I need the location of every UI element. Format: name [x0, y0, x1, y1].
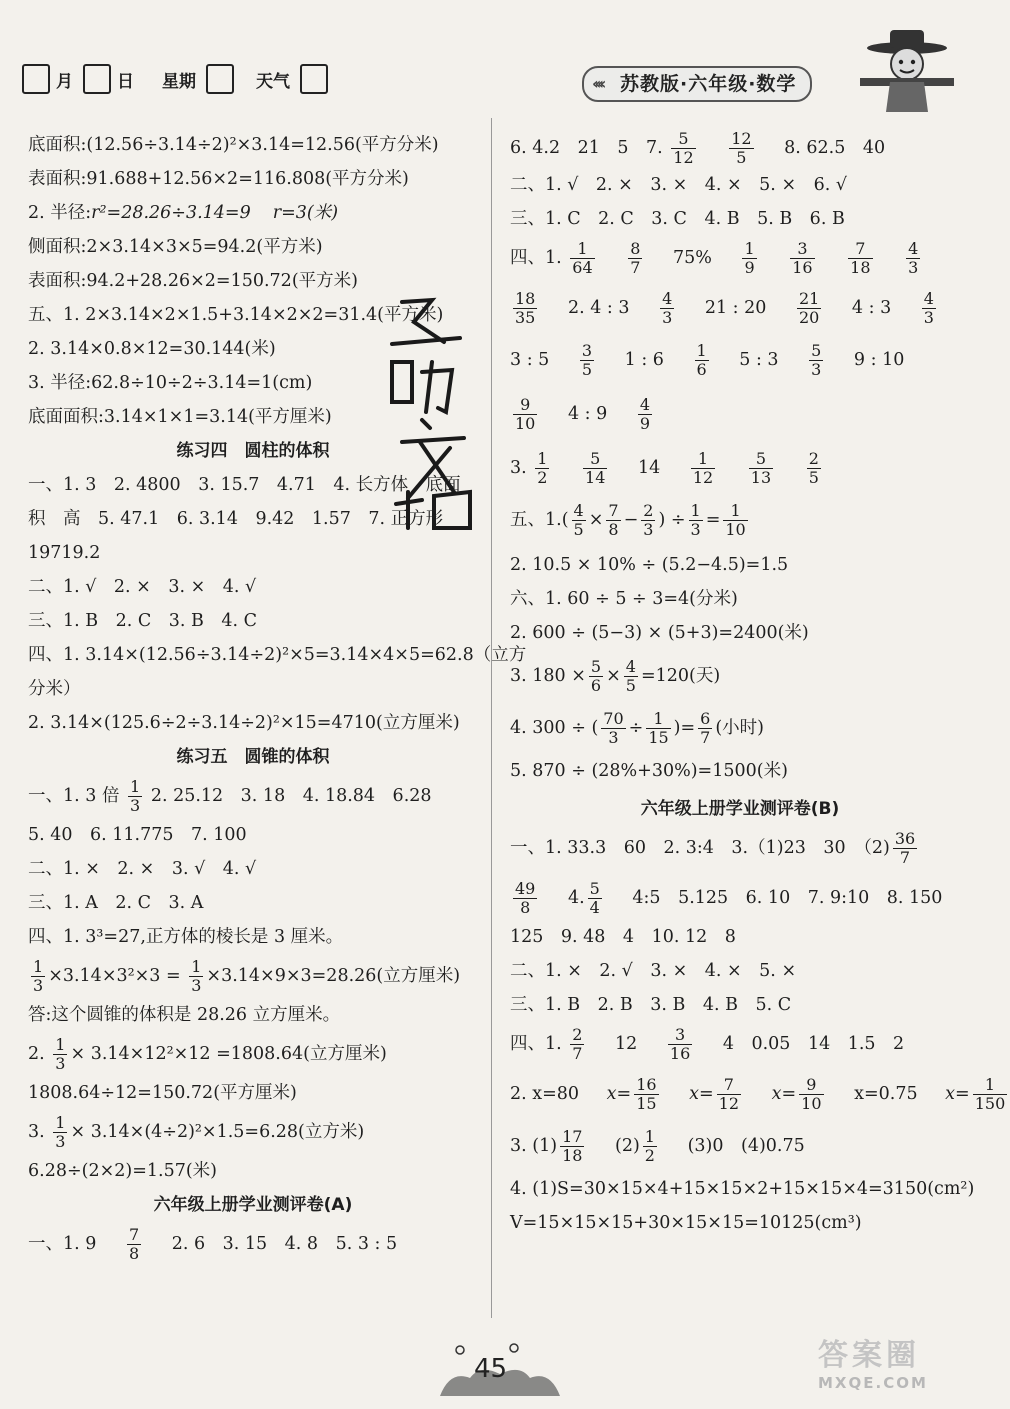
month-label: 月: [56, 71, 73, 92]
answer-line: 5. 870 ÷ (28%+30%)=1500(米): [510, 761, 788, 781]
answer-text: 一、1. 33.3 60 2. 3:4 3.（1)23 30 （2): [510, 838, 890, 858]
answer-line: 分米）: [28, 679, 81, 699]
answer-text: 2. 25.12 3. 18 4. 18.84 6.28: [150, 786, 432, 806]
fraction: $\frac{1}{3}$: [690, 501, 701, 539]
section-title: 六年级上册学业测评卷(A): [153, 1195, 353, 1215]
fraction: $\frac{1}{2}$: [644, 1127, 655, 1165]
answer-text: 21 : 20: [704, 298, 767, 318]
fraction: $\frac{16}{15}$: [636, 1075, 657, 1113]
answer-text: 3.: [28, 1122, 45, 1142]
answer-line: [510, 876, 970, 920]
fraction: $\frac{12}{5}$: [731, 129, 752, 167]
fraction: $\frac{7}{8}$: [608, 501, 619, 539]
fraction: $\frac{4}{3}$: [662, 289, 673, 327]
fraction: $\frac{70}{3}$: [603, 709, 624, 747]
arrows-icon: ‹‹‹‹: [592, 74, 603, 93]
month-box: [22, 64, 50, 94]
answer-line: 19719.2: [28, 543, 101, 563]
fraction: $\frac{6}{7}$: [700, 709, 711, 747]
answer-line: [510, 826, 970, 870]
fraction: $\frac{5}{4}$: [589, 879, 600, 917]
answer-line: [510, 338, 970, 382]
answer-text: 6. 4.2 21 5 7.: [510, 138, 663, 158]
section-title: 六年级上册学业测评卷(B): [640, 799, 840, 819]
answer-line: 2. 半径:r²=28.26÷3.14=9 r=3(米): [28, 203, 339, 223]
fraction: $\frac{2}{3}$: [643, 501, 654, 539]
fraction: $\frac{21}{20}$: [798, 289, 820, 327]
answer-text: r²=28.26÷3.14=9: [91, 203, 251, 223]
fraction: $\frac{1}{150}$: [974, 1075, 1006, 1113]
fraction: $\frac{1}{3}$: [55, 1035, 66, 1073]
day-label: 日: [117, 71, 134, 92]
answer-line: 4. 300 ÷ ( $\frac{70}{3}$ ÷ $\frac{1}{15}$ )= $\frac{6}{7}$ (小时): [510, 709, 765, 747]
answer-line: 积 高 5. 47.1 6. 3.14 9.42 1.57 7. 正方形: [28, 509, 444, 529]
answer-line: [510, 1022, 970, 1066]
weather-box: [300, 64, 328, 94]
fraction: $\frac{2}{7}$: [572, 1025, 583, 1063]
weekday-box: [206, 64, 234, 94]
fraction: $\frac{3}{16}$: [669, 1025, 691, 1063]
fraction: $\frac{4}{3}$: [923, 289, 934, 327]
fraction: $\frac{1}{2}$: [537, 449, 548, 487]
answer-text: × 3.14×(4÷2)²×1.5=6.28(立方米): [70, 1122, 365, 1142]
answer-text: 3 : 5: [510, 350, 550, 370]
answer-text: ×3.14×9×3=28.26(立方厘米): [206, 966, 461, 986]
series-banner: [582, 66, 812, 102]
answer-line: [28, 954, 478, 998]
watermark-url: MXQE.COM: [818, 1374, 928, 1392]
answer-line: [28, 1222, 478, 1266]
answer-line: 表面积:91.688+12.56×2=116.808(平方分米): [28, 169, 409, 189]
fraction: $\frac{1}{64}$: [572, 239, 593, 277]
column-divider: [491, 118, 492, 1318]
answer-text: 3. (1): [510, 1136, 558, 1156]
fraction: $\frac{7}{18}$: [850, 239, 871, 277]
fraction: $\frac{1}{3}$: [130, 777, 141, 815]
answer-text: × 3.14×12²×12 =1808.64(立方厘米): [70, 1044, 387, 1064]
weather-label: 天气: [256, 71, 290, 92]
fraction: $\frac{1}{3}$: [33, 957, 44, 995]
day-box: [83, 64, 111, 94]
fraction: $\frac{1}{9}$: [744, 239, 755, 277]
answer-text: 2. x=80: [510, 1084, 580, 1104]
answer-line: [28, 774, 478, 818]
fraction: $\frac{1}{10}$: [725, 501, 746, 539]
fraction: $\frac{1}{6}$: [696, 341, 707, 379]
answer-line: [28, 1032, 478, 1076]
answer-line: 答:这个圆锥的体积是 28.26 立方厘米。: [28, 1005, 341, 1025]
answer-line: 125 9. 48 4 10. 12 8: [510, 927, 736, 947]
answer-line: 二、1. √ 2. × 3. × 4. √: [28, 577, 257, 597]
fraction: $\frac{36}{7}$: [894, 829, 916, 867]
answer-text: 一、1. 3 倍: [28, 786, 120, 806]
answer-line: [510, 392, 970, 436]
answer-line: V=15×15×15+30×15×15=10125(cm³): [510, 1213, 862, 1233]
fraction: $\frac{5}{3}$: [811, 341, 822, 379]
answer-text: =120(天): [640, 666, 721, 686]
fraction: $\frac{7}{12}$: [718, 1075, 740, 1113]
answer-text: 四、1.: [510, 248, 562, 268]
fraction: $\frac{3}{5}$: [581, 341, 593, 379]
fraction: $\frac{4}{3}$: [908, 239, 919, 277]
answer-text: 四、1.: [510, 1034, 562, 1054]
answer-line: 2. 3.14×(125.6÷2÷3.14÷2)²×15=4710(立方厘米): [28, 713, 460, 733]
weekday-label: 星期: [162, 71, 196, 92]
fraction: $\frac{1}{3}$: [55, 1113, 66, 1151]
page-number: 45: [474, 1354, 508, 1384]
scarecrow-mascot-icon: [852, 26, 962, 116]
answer-line: 5. 40 6. 11.775 7. 100: [28, 825, 247, 845]
fraction: $\frac{3}{16}$: [792, 239, 813, 277]
answer-line: 底面积:(12.56÷3.14÷2)²×3.14=12.56(平方分米): [28, 135, 439, 155]
answer-line: [510, 286, 970, 330]
answer-line: 2. x=80 x= $\frac{16}{15}$ x= $\frac{7}{12}$ x= $\frac{9}{10}$ x=0.75 x= $\frac{1}{150}$: [510, 1075, 1006, 1113]
fraction: $\frac{4}{5}$: [625, 657, 636, 695]
answer-line: 二、1. × 2. × 3. √ 4. √: [28, 859, 257, 879]
answer-line: 2. 10.5 × 10% ÷ (5.2−4.5)=1.5: [510, 555, 789, 575]
banner-text: 苏教版·六年级·数学: [620, 73, 797, 95]
answer-line: 三、1. B 2. C 3. B 4. C: [28, 611, 258, 631]
answer-line: 六、1. 60 ÷ 5 ÷ 3=4(分米): [510, 589, 738, 609]
fraction: $\frac{1}{12}$: [692, 449, 714, 487]
answer-text: 4.: [567, 888, 585, 908]
answer-text: 8. 62.5 40: [784, 138, 886, 158]
answer-line: [510, 236, 970, 280]
answer-text: 4 : 9: [567, 404, 608, 424]
answer-text: 4:5 5.125 6. 10 7. 9:10 8. 150: [632, 888, 943, 908]
answer-text: 3. 180 ×: [510, 666, 586, 686]
section-title: 练习四 圆柱的体积: [176, 441, 330, 461]
fraction: $\frac{4}{5}$: [573, 501, 584, 539]
fraction: $\frac{1}{3}$: [191, 957, 202, 995]
answer-line: 三、1. B 2. B 3. B 4. B 5. C: [510, 995, 792, 1015]
fraction: $\frac{49}{8}$: [515, 879, 536, 917]
answer-text: 12: [615, 1034, 638, 1054]
answer-line: 3. 180 × $\frac{5}{6}$ × $\frac{4}{5}$ =120(天): [510, 657, 721, 695]
answer-text: 一、1. 9: [28, 1234, 97, 1254]
answer-line: 2. 3.14×0.8×12=30.144(米): [28, 339, 276, 359]
answer-line: [510, 1124, 970, 1168]
fraction: $\frac{2}{5}$: [808, 449, 819, 487]
answer-line: 3. 半径:62.8÷10÷2÷3.14=1(cm): [28, 373, 313, 393]
answer-text: 五、1.(: [510, 510, 569, 530]
answer-line: [510, 128, 970, 168]
answer-line: 三、1. A 2. C 3. A: [28, 893, 204, 913]
fraction: $\frac{5}{14}$: [585, 449, 606, 487]
answer-text: 9 : 10: [853, 350, 905, 370]
right-column: [510, 128, 1006, 1240]
answer-line: 底面面积:3.14×1×1=3.14(平方厘米): [28, 407, 332, 427]
answer-text: 4 0.05 14 1.5 2: [722, 1034, 905, 1054]
answer-line: [510, 446, 970, 490]
answer-text: 5 : 3: [739, 350, 779, 370]
watermark: [818, 1330, 928, 1392]
answer-line: 4. (1)S=30×15×4+15×15×2+15×15×4=3150(cm²): [510, 1179, 975, 1199]
fraction: $\frac{8}{7}$: [630, 239, 641, 277]
fraction: $\frac{9}{10}$: [515, 395, 536, 433]
answer-text: r=3(米): [272, 203, 339, 223]
fraction: $\frac{7}{8}$: [128, 1225, 140, 1263]
answer-line: 2. 600 ÷ (5−3) × (5+3)=2400(米): [510, 623, 809, 643]
answer-line: 三、1. C 2. C 3. C 4. B 5. B 6. B: [510, 209, 845, 229]
answer-line: 四、1. 3.14×(12.56÷3.14÷2)²×5=3.14×4×5=62.8（立方: [28, 645, 527, 665]
answer-line: 二、1. × 2. √ 3. × 4. × 5. ×: [510, 961, 797, 981]
answer-line: [28, 1110, 478, 1154]
date-header: [22, 64, 328, 94]
answer-text: (小时): [715, 718, 765, 738]
answer-text: ×3.14×3²×3 =: [48, 966, 181, 986]
answer-text: 4 : 3: [851, 298, 892, 318]
answer-line: 一、1. 3 2. 4800 3. 15.7 4.71 4. 长方体 底面: [28, 475, 461, 495]
answer-line: 表面积:94.2+28.26×2=150.72(平方米): [28, 271, 358, 291]
answer-text: 75%: [672, 248, 712, 268]
fraction: $\frac{9}{10}$: [801, 1075, 822, 1113]
answer-text: 1 : 6: [624, 350, 664, 370]
answer-text: x=0.75: [854, 1084, 918, 1104]
answer-line: 四、1. 3³=27,正方体的棱长是 3 厘米。: [28, 927, 344, 947]
answer-text: 4. 300 ÷ (: [510, 718, 599, 738]
fraction: $\frac{4}{9}$: [639, 395, 650, 433]
fraction: $\frac{5}{13}$: [750, 449, 772, 487]
watermark-title: 答案圈: [818, 1338, 920, 1373]
answer-text: 3.: [510, 458, 527, 478]
answer-text: 2. 4 : 3: [567, 298, 630, 318]
answer-text: 14: [637, 458, 661, 478]
answer-line: 五、1.( $\frac{4}{5}$ × $\frac{7}{8}$ − $\frac{2}{3}$ ) ÷ $\frac{1}{3}$ = $\frac{1}{10}$: [510, 501, 746, 539]
answer-line: 二、1. √ 2. × 3. × 4. × 5. × 6. √: [510, 175, 848, 195]
answer-line: 五、1. 2×3.14×2×1.5+3.14×2×2=31.4(平方米): [28, 305, 444, 325]
answer-line: 6.28÷(2×2)=1.57(米): [28, 1161, 217, 1181]
answer-text: 2. 6 3. 15 4. 8 5. 3 : 5: [171, 1234, 398, 1254]
answer-text: 2.: [28, 1044, 45, 1064]
fraction: $\frac{5}{6}$: [590, 657, 602, 695]
section-title: 练习五 圆锥的体积: [176, 747, 330, 767]
fraction: $\frac{17}{18}$: [562, 1127, 583, 1165]
fraction: $\frac{1}{15}$: [648, 709, 669, 747]
answer-line: 1808.64÷12=150.72(平方厘米): [28, 1083, 297, 1103]
answer-text: (3)0 (4)0.75: [687, 1136, 805, 1156]
fraction: $\frac{5}{12}$: [673, 129, 694, 167]
page-number-badge: [430, 1340, 570, 1400]
answer-line: 侧面积:2×3.14×3×5=94.2(平方米): [28, 237, 323, 257]
fraction: $\frac{18}{35}$: [515, 289, 536, 327]
answer-text: (2): [615, 1136, 640, 1156]
